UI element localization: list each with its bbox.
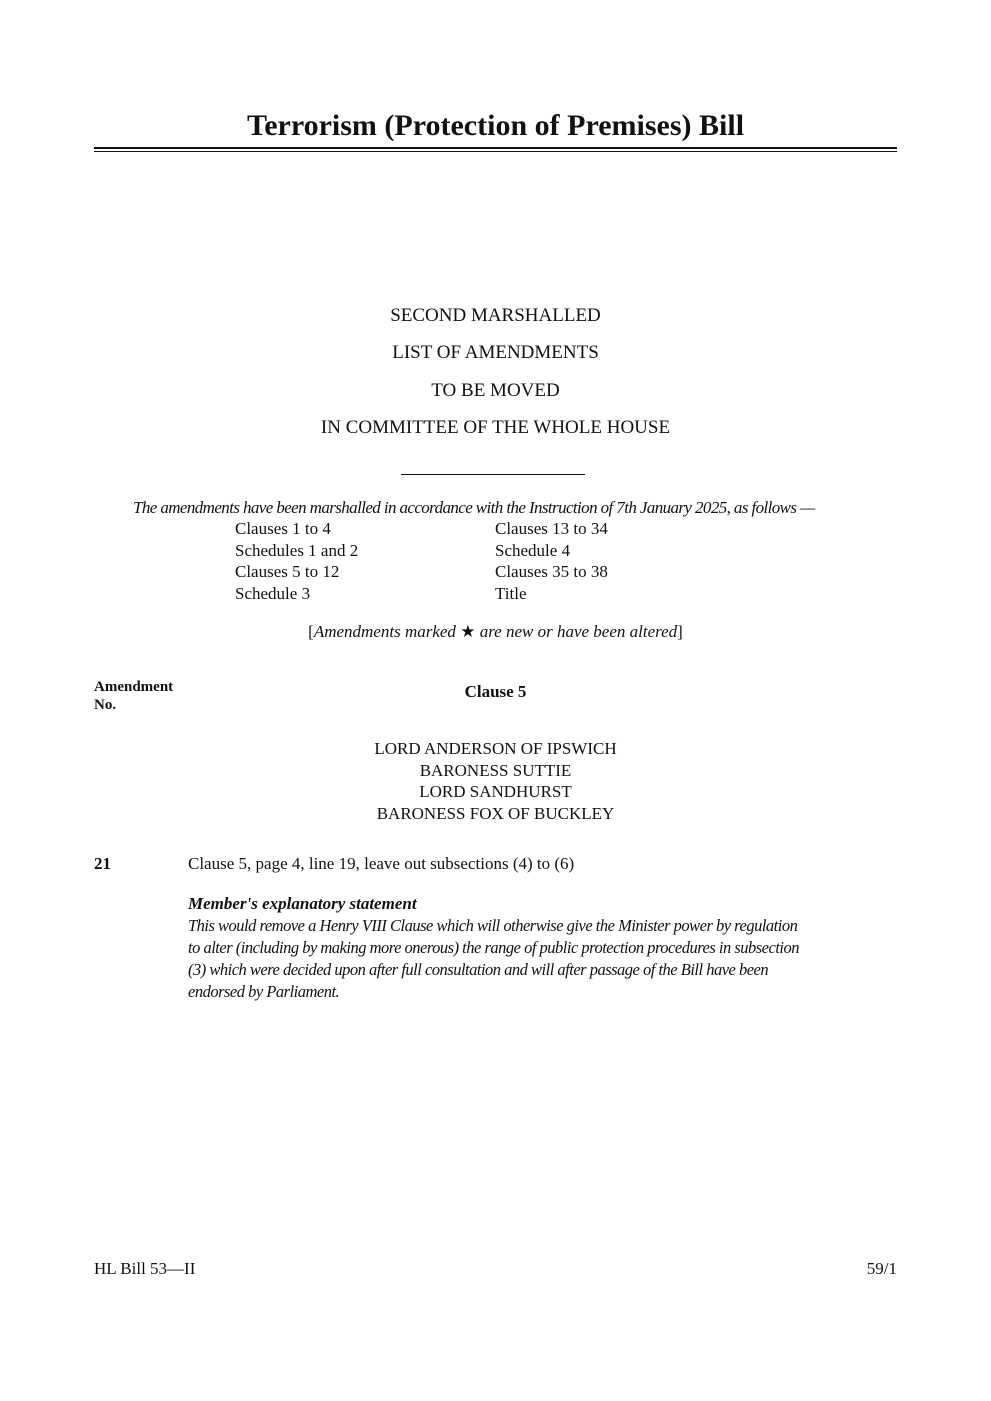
heading-line: TO BE MOVED — [431, 380, 560, 401]
heading-line: IN COMMITTEE OF THE WHOLE HOUSE — [320, 417, 671, 438]
order-item: Schedule 3 — [235, 584, 311, 603]
order-item: Schedules 1 and 2 — [235, 541, 359, 560]
bracket: ] — [677, 622, 683, 641]
amendment-number: 21 — [94, 854, 111, 873]
amendment-text: Clause 5, page 4, line 19, leave out subsections (4) to (6) — [188, 854, 575, 873]
statement-heading: Member's explanatory statement — [188, 894, 417, 913]
heading-line: SECOND MARSHALLED — [390, 305, 601, 326]
statement-line: (3) which were decided upon after full consultation and will after passage of the Bill have been — [188, 960, 769, 979]
clause-heading: Clause 5 — [464, 682, 527, 701]
marshalling-intro: The amendments have been marshalled in accordance with the Instruction of 7th January 2025, as follows — — [133, 498, 815, 517]
member-name: BARONESS SUTTIE — [419, 761, 572, 780]
statement-line: endorsed by Parliament. — [188, 982, 340, 1001]
order-item: Schedule 4 — [495, 541, 571, 560]
amendment-no-label: Amendment — [94, 679, 174, 695]
heading-line: LIST OF AMENDMENTS — [392, 342, 599, 363]
note-text: are new or have been altered — [475, 622, 678, 641]
note-text: Amendments marked — [313, 622, 461, 641]
order-item: Clauses 35 to 38 — [495, 562, 608, 581]
title-rule-bottom — [94, 151, 897, 152]
order-item: Title — [495, 584, 527, 603]
section-divider — [401, 474, 585, 475]
order-item: Clauses 5 to 12 — [235, 562, 340, 581]
page-reference: 59/1 — [866, 1259, 897, 1278]
member-name: BARONESS FOX OF BUCKLEY — [376, 804, 615, 823]
amendment-no-label: No. — [94, 697, 117, 713]
bill-title: Terrorism (Protection of Premises) Bill — [246, 109, 745, 142]
altered-note — [0, 621, 991, 643]
bracket: [ — [308, 622, 314, 641]
order-item: Clauses 1 to 4 — [235, 519, 331, 538]
statement-line: to alter (including by making more onerous) the range of public protection procedures in subsection — [188, 938, 799, 957]
bill-reference: HL Bill 53—II — [94, 1259, 196, 1278]
title-rule-top — [94, 147, 897, 149]
star-icon: ★ — [460, 622, 476, 641]
statement-line: This would remove a Henry VIII Clause which will otherwise give the Minister power by regulation — [188, 916, 798, 935]
member-name: LORD SANDHURST — [419, 782, 572, 801]
member-name: LORD ANDERSON OF IPSWICH — [374, 739, 617, 758]
order-item: Clauses 13 to 34 — [495, 519, 608, 538]
